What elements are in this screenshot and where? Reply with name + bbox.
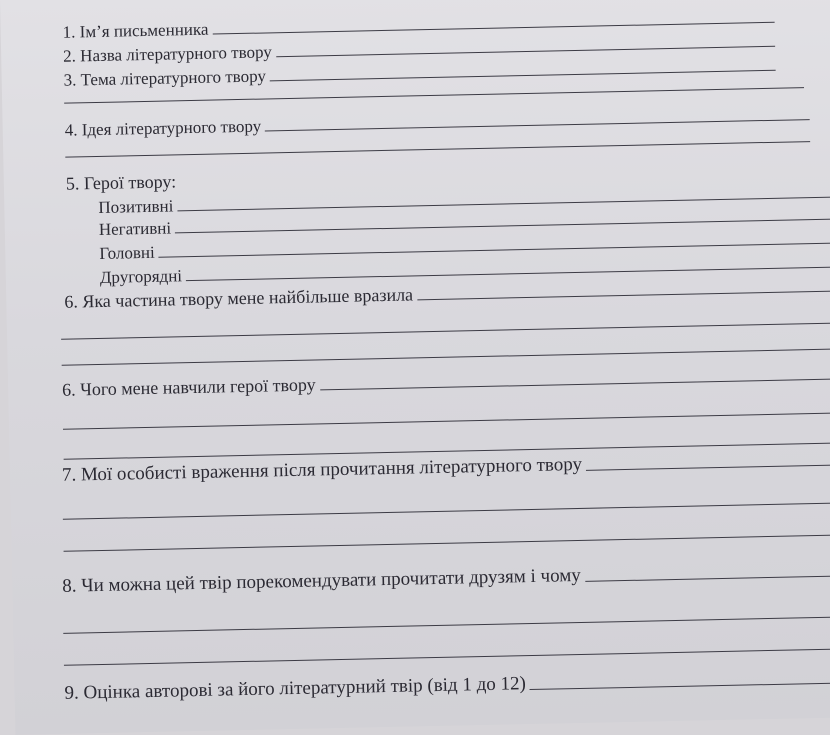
question-1-label: 1. Ім’я письменника [62,19,209,42]
question-5-label: 5. Герої твору: [65,171,177,194]
question-3-label: 3. Тема літературного твору [63,66,267,90]
question-8-extra-line-2[interactable] [64,648,830,665]
question-2-label: 2. Назва літературного твору [62,42,272,66]
question-6-extra-line-1[interactable] [61,323,830,340]
question-6b-extra-line-1[interactable] [63,413,830,430]
question-8-answer-line[interactable] [585,575,830,581]
question-5-positive-label: Позитивні [98,196,174,217]
question-6-label: 6. Яка частина твору мене найбільше вразила [64,284,414,312]
question-8-label: 8. Чи можна цей твір порекомендувати прочитати друзям і чому [62,564,581,597]
question-9 [64,662,830,702]
question-6b-label: 6. Чого мене навчили герої твору [61,374,316,400]
question-3-answer-line[interactable] [270,70,776,82]
question-7-label: 7. Мої особисті враження після прочитання літературного твору [61,453,583,486]
question-4-answer-line[interactable] [265,119,809,131]
question-6-answer-line[interactable] [417,291,830,301]
question-9-answer-line[interactable] [530,682,830,690]
question-4-extra-line[interactable] [65,141,810,158]
question-4 [64,99,809,139]
question-5-secondary-label: Другорядні [99,266,183,287]
question-8-extra-line-1[interactable] [63,616,830,633]
question-9-label: 9. Оцінка авторові за його літературний твір (від 1 до 12) [64,673,527,704]
question-7-extra-line-2[interactable] [64,534,830,551]
question-8 [62,555,830,595]
question-5-negative-label: Негативні [98,218,172,239]
question-7-answer-line[interactable] [586,465,830,471]
question-4-label: 4. Ідея літературного твору [64,116,262,140]
question-6b [62,359,830,399]
question-7-extra-line-1[interactable] [63,503,830,520]
question-6b-answer-line[interactable] [320,379,830,391]
question-5-main-label: Головні [99,242,155,263]
